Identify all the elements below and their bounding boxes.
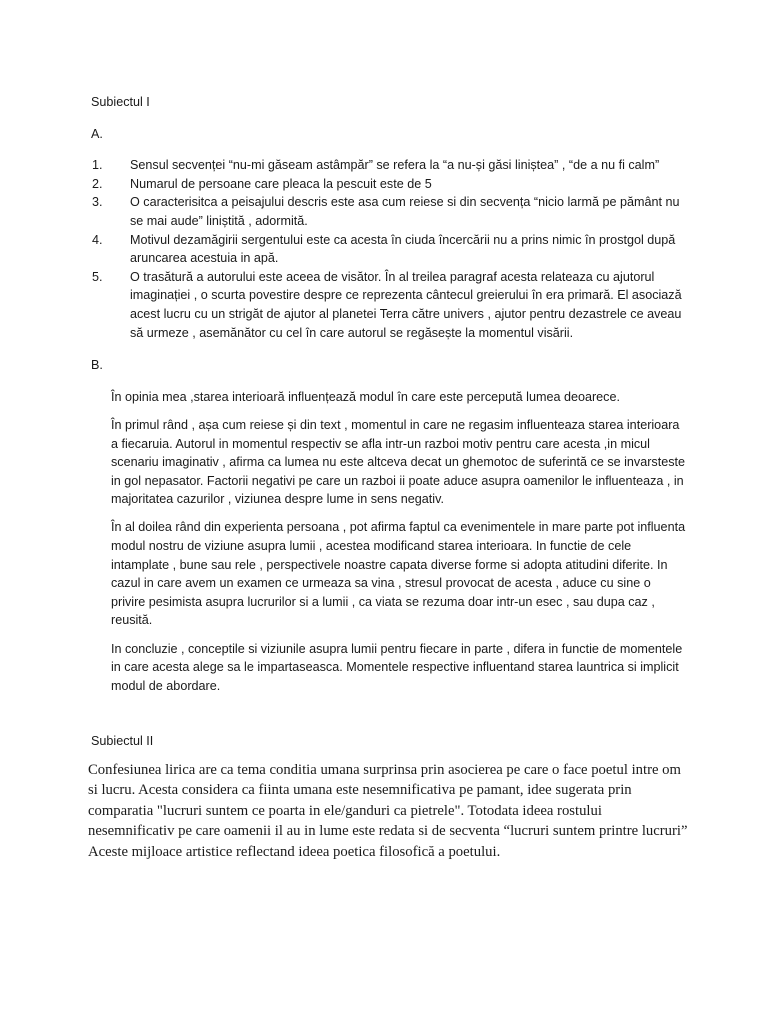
essay-paragraph: In concluzie , conceptile si viziunile asupra lumii pentru fiecare in parte , difera in functie de momentele in care acesta alege sa le impartaseasca. Momentele respective influentand starea launtrica si implicit modul de abordare. [111, 641, 683, 693]
list-item [92, 268, 688, 342]
list-item-text: O trasătură a autorului este aceea de visător. În al treilea paragraf acesta relateaza cu ajutorul imaginației , o scurta povestire despre ce reprezenta cântecul greierului în era primară. El asociază acest lucru cu un strigăt de ajutor al planetei Terra către univers , ajutor pentru dezastrele ce aveau să urmeze , asemănător cu cel în care autorul se regăsește la momentul visării. [130, 269, 682, 340]
list-item-number: 3. [92, 195, 103, 210]
list-item-number: 4. [92, 232, 103, 247]
list-item-number: 5. [92, 269, 103, 284]
subject-2-title: Subiectul II [91, 734, 154, 749]
essay-body [91, 388, 688, 696]
list-item-text: Motivul dezamăgirii sergentului este ca acesta în ciuda încercării nu a prins nimic în prostgol după aruncarea acestuia in apă. [130, 232, 676, 266]
essay-paragraph: În al doilea rând din experienta persoana , pot afirma faptul ca evenimentele in mare parte pot influenta modul nostru de viziune asupra lumii , acestea modificand starea interioara. In functie de cele intamplate , bune sau rele , perspectivele noastre capata diverse forme si adopta atitudini diferite. In cazul in care avem un examen ce urmeaza sa vina , stresul provocat de acesta , aduce cu sine o privire pesimista asupra lucrurilor si a lumii , ca viata se rezuma doar intr-un esec , sau dupa caz , reusită. [111, 520, 686, 628]
list-item [92, 193, 688, 230]
list-item [92, 156, 688, 175]
subject-2-paragraph: Confesiunea lirica are ca tema conditia umana surprinsa prin asocierea pe care o face poetul intre om si lucru. Acesta considera ca fiinta umana este nesemnificativa pe pamant, idee sugerata prin comparatia "lucruri suntem ce poarta in ele/ganduri ca pietrele". Totodata ideea rostului nesemnificativ pe care oamenii il au in lume este redata si de secventa “lucruri suntem printre lucruri” Aceste mijloace artistice reflectand ideea poetica filosofică a poetului. [88, 762, 688, 860]
list-item-text: O caracterisitca a peisajului descris este asa cum reiese si din secvența “nicio larmă pe pământ nu se mai aude” liniștită , adormită. [130, 195, 680, 228]
section-b-label: B. [91, 358, 103, 373]
subject-1-title: Subiectul I [91, 95, 150, 109]
list-item [92, 231, 688, 268]
answers-list [91, 156, 688, 342]
list-item-number: 1. [92, 158, 103, 173]
essay-paragraph: În opinia mea ,starea interioară influențează modul în care este percepută lumea deoarece. [111, 389, 620, 404]
list-item-number: 2. [92, 176, 103, 191]
section-a-label: A. [91, 126, 103, 141]
essay-paragraph: În primul rând , așa cum reiese și din text , momentul in care ne regasim influenteaza starea interioara a fiecaruia. Autorul in momentul respectiv se afla intr-un razboi motiv pentru care acesta ,in micul scenariu imaginativ , afirma ca lumea nu este altceva decat un ghemotoc de suferintă ce se invarsteste in gol nepasator. Factorii negativi pe care un razboi ii poate aduce asupra oamenilor le influenteaza , in majoritatea cazurilor , viziunea despre lume in sens negativ. [111, 417, 686, 507]
list-item-text: Sensul secvenței “nu-mi găseam astâmpăr” se refera la “a nu-și găsi liniștea” , “de a nu fi calm” [130, 158, 660, 173]
list-item-text: Numarul de persoane care pleaca la pescuit este de 5 [130, 176, 432, 191]
list-item [92, 175, 688, 194]
